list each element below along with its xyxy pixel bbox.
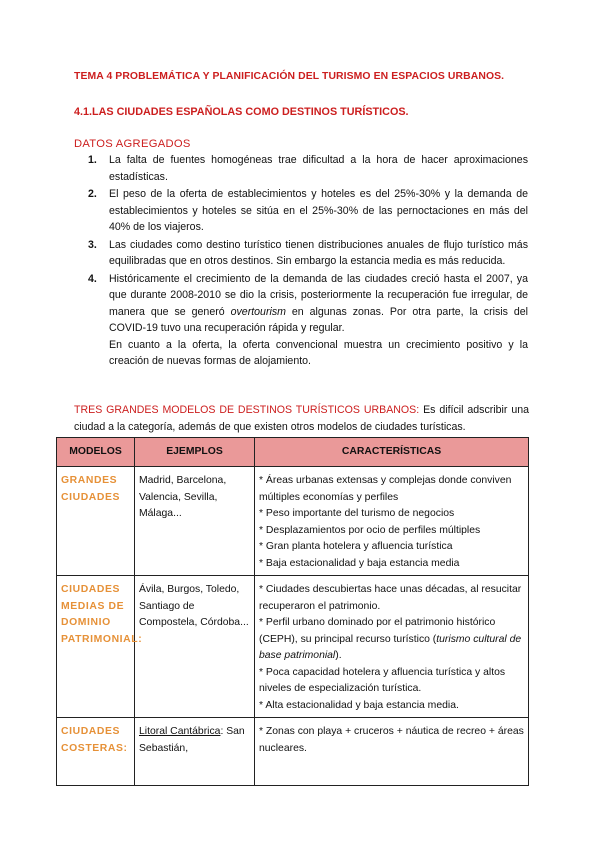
- list-item: [88, 237, 528, 270]
- list-text-italic: overtourism: [230, 305, 286, 318]
- list-text: en algunas zonas. Por otra parte, la crisis del COVID-19 tuvo una recuperación rápida y regular.: [109, 305, 529, 334]
- examples-text: : San Sebastián,: [139, 726, 245, 754]
- characteristic-line: * Poca capacidad hotelera y afluencia turística y altos niveles de especialización turística.: [259, 666, 506, 694]
- table-header-row: [57, 438, 529, 467]
- characteristic-line: * Zonas con playa + cruceros + náutica de recreo + áreas nucleares.: [259, 726, 524, 754]
- list-number: 1.: [88, 154, 97, 166]
- characteristic-line: * Alta estacionalidad y baja estancia media.: [259, 699, 459, 711]
- list-number: 3.: [88, 238, 97, 251]
- list-item: [88, 152, 528, 185]
- subsection-title: DATOS AGREGADOS: [74, 138, 191, 150]
- characteristic-line: * Peso importante del turismo de negocios: [259, 508, 455, 519]
- characteristic-line: * Desplazamientos por ocio de perfiles múltiples: [259, 524, 481, 536]
- characteristics-cell: [255, 718, 529, 786]
- characteristic-line: * Baja estacionalidad y baja estancia media: [259, 557, 460, 569]
- list-extra-paragraph: En cuanto a la oferta, la oferta convencional muestra un crecimiento positivo y la creación de nuevas formas de alojamiento.: [109, 338, 528, 367]
- models-intro: [74, 402, 529, 435]
- models-heading: TRES GRANDES MODELOS DE DESTINOS TURÍSTICOS URBANOS:: [74, 404, 420, 416]
- characteristic-line: [259, 615, 524, 665]
- list-text: La falta de fuentes homogéneas trae dificultad a la hora de hacer aproximaciones estadísticas.: [109, 154, 528, 183]
- document-title: TEMA 4 PROBLEMÁTICA Y PLANIFICACIÓN DEL TURISMO EN ESPACIOS URBANOS.: [74, 71, 505, 82]
- characteristics-cell: [255, 467, 529, 576]
- models-intro-text: Es difícil adscribir una ciudad a la categoría, además de que existen otros modelos de ciudades turísticas.: [74, 404, 529, 433]
- characteristic-text: * Perfil urbano dominado por el patrimonio histórico (CEPH), su principal recurso turístico (: [259, 617, 496, 645]
- header-cell: CARACTERÍSTICAS: [255, 438, 529, 467]
- model-cell: GRANDES CIUDADES: [57, 467, 135, 576]
- examples-cell: [135, 718, 255, 786]
- header-cell: MODELOS: [57, 438, 135, 467]
- models-table: [56, 437, 529, 786]
- characteristic-text: ).: [335, 650, 342, 661]
- list-text: Las ciudades como destino turístico tienen distribuciones anuales de flujo turístico más equilibradas que en otros destinos. Sin embargo la estancia media es más reducida.: [109, 238, 528, 267]
- list-text: El peso de la oferta de establecimientos y hoteles es del 25%-30% y la demanda de establecimientos y hoteles se sitúa en el 25%-30% de las pernoctaciones en más del 40% de los viajeros.: [109, 188, 528, 233]
- characteristic-italic: turismo cultural de base patrimonial: [259, 633, 522, 661]
- section-title: 4.1.LAS CIUDADES ESPAÑOLAS COMO DESTINOS TURÍSTICOS.: [74, 106, 409, 118]
- aggregated-data-list: [88, 152, 528, 371]
- table-row: [57, 718, 529, 786]
- characteristics-cell: [255, 576, 529, 718]
- characteristic-line: * Áreas urbanas extensas y complejas donde conviven múltiples economías y perfiles: [259, 475, 512, 503]
- examples-cell: Madrid, Barcelona, Valencia, Sevilla, Málaga...: [135, 467, 255, 576]
- list-item: [88, 271, 528, 370]
- model-cell: CIUDADES MEDIAS DE DOMINIO PATRIMONIAL:: [57, 576, 135, 718]
- characteristic-line: * Ciudades descubiertas hace unas décadas, al resucitar recuperaron el patrimonio.: [259, 584, 522, 612]
- list-number: 2.: [88, 188, 97, 200]
- examples-underlined: Litoral Cantábrica: [139, 726, 221, 737]
- examples-cell: Ávila, Burgos, Toledo, Santiago de Compostela, Córdoba...: [135, 576, 255, 718]
- table-row: [57, 576, 529, 718]
- list-number: 4.: [88, 272, 97, 285]
- model-cell: CIUDADES COSTERAS:: [57, 718, 135, 786]
- list-item: [88, 186, 528, 236]
- characteristic-line: * Gran planta hotelera y afluencia turística: [259, 541, 453, 552]
- list-text: Históricamente el crecimiento de la demanda de las ciudades creció hasta el 2007, ya que durante 2008-2010 se dio la crisis, posteriormente la recuperación fue irregular, de manera que se generó: [109, 272, 528, 318]
- table-row: [57, 467, 529, 576]
- header-cell: EJEMPLOS: [135, 438, 255, 467]
